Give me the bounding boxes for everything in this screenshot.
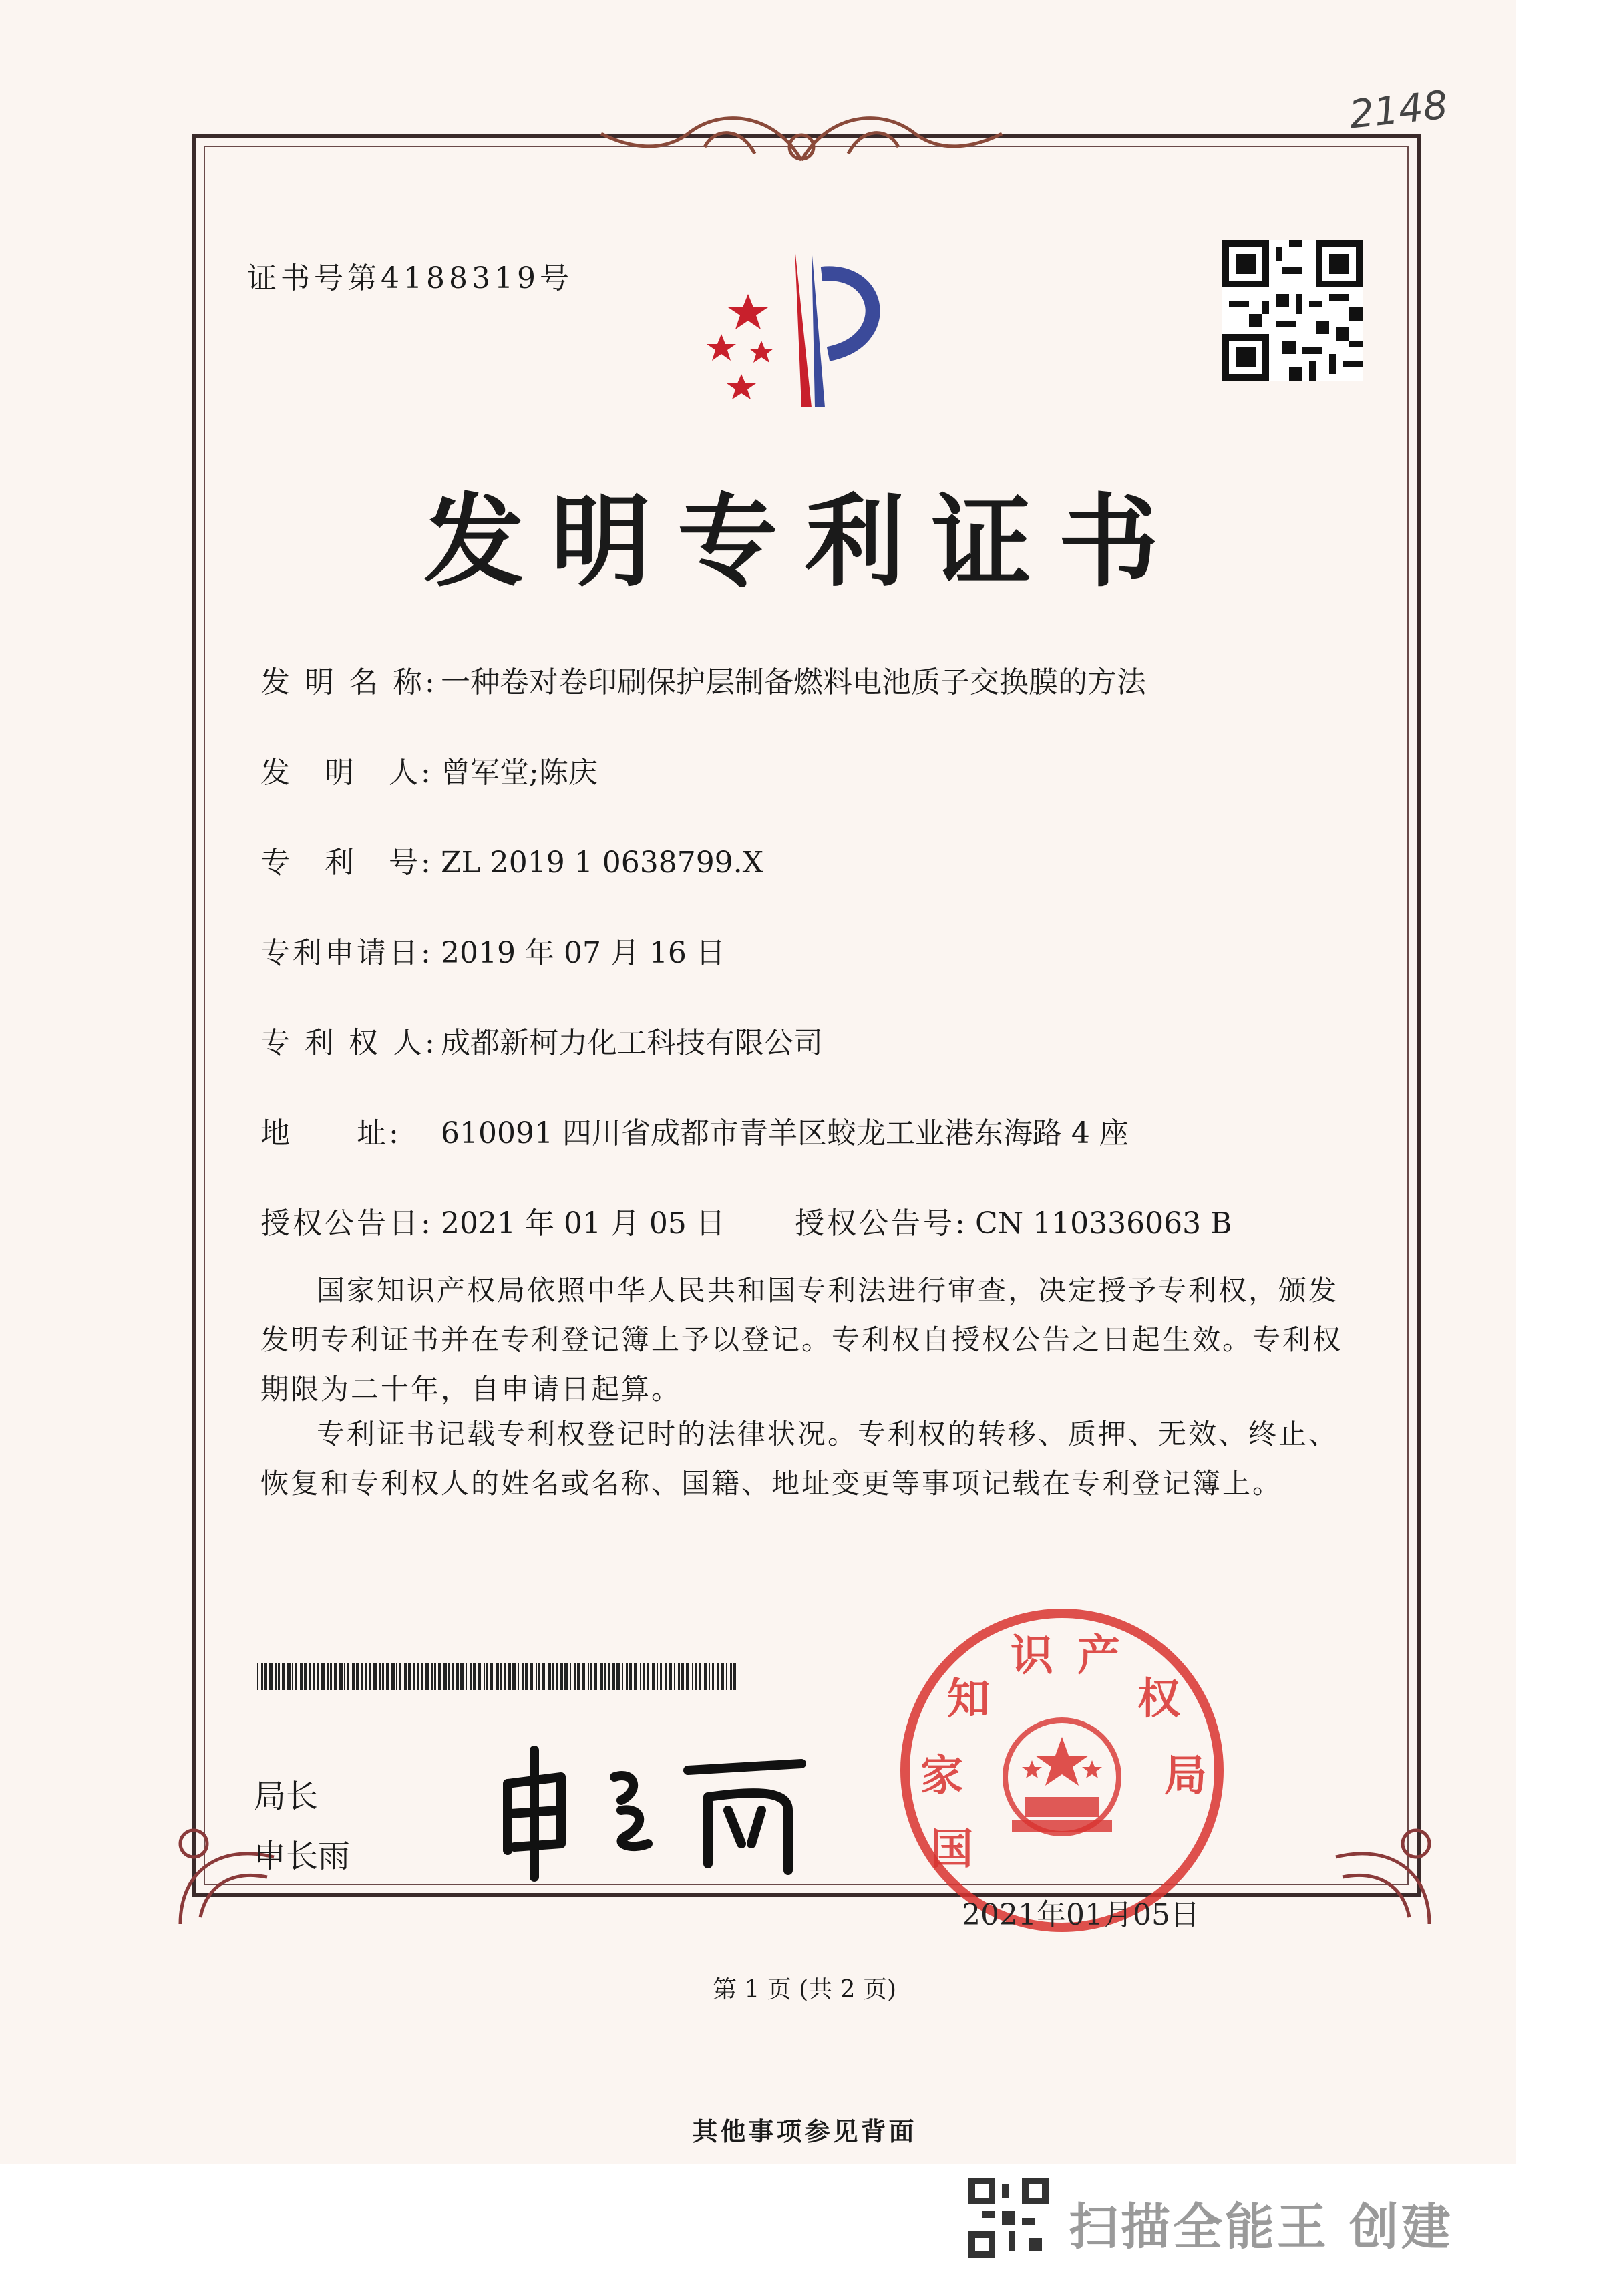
- field-value: CN 110336063 B: [975, 1206, 1232, 1241]
- field-label: 授权公告日:: [260, 1206, 433, 1241]
- field-application-date: [260, 929, 725, 971]
- field-patent-number: [260, 838, 763, 881]
- field-inventors: [260, 748, 598, 791]
- svg-text:知: 知: [947, 1675, 990, 1724]
- certificate-number: 证书号第4188319号: [247, 261, 573, 295]
- statement-paragraph-1: 国家知识产权局依照中华人民共和国专利法进行审查，决定授予专利权，颁发发明专利证书并在专利登记簿上予以登记。专利权自授权公告之日起生效。专利权期限为二十年，自申请日起算。: [260, 1274, 1343, 1406]
- back-note: 其他事项参见背面: [692, 2116, 917, 2146]
- field-value: 一种卷对卷印刷保护层制备燃料电池质子交换膜的方法: [441, 665, 1146, 699]
- field-value: 2021 年 01 月 05 日: [441, 1206, 725, 1241]
- field-label: 专利申请日:: [260, 936, 433, 970]
- field-value: 610091 四川省成都市青羊区蛟龙工业港东海路 4 座: [441, 1116, 1129, 1150]
- scanner-watermark-brand: 扫描全能王 创建: [1069, 2198, 1453, 2256]
- field-value: ZL 2019 1 0638799.X: [441, 846, 763, 880]
- field-label: 授权公告号:: [795, 1206, 968, 1241]
- certificate-title: 发明专利证书: [423, 483, 1186, 601]
- director-title: 局长: [254, 1778, 319, 1815]
- field-label: 地 址:: [260, 1116, 401, 1150]
- seal-date: 2021年01月05日: [962, 1898, 1200, 1932]
- svg-text:局: 局: [1164, 1752, 1207, 1801]
- top-ornament: [588, 94, 1015, 180]
- field-invention-name: [260, 658, 1146, 701]
- field-label: 专 利 权 人:: [260, 1026, 437, 1060]
- field-value: 2019 年 07 月 16 日: [441, 936, 725, 970]
- field-grant-date: [260, 1199, 725, 1242]
- statement-paragraph-2: 专利证书记载专利权登记时的法律状况。专利权的转移、质押、无效、终止、恢复和专利权人的姓名或名称、国籍、地址变更等事项记载在专利登记簿上。: [260, 1418, 1339, 1500]
- scanner-watermark-qr: [968, 2178, 1049, 2258]
- svg-text:识: 识: [1011, 1631, 1053, 1681]
- barcode: [257, 1663, 738, 1690]
- svg-text:国: 国: [930, 1825, 973, 1874]
- field-grant-number: [795, 1199, 1232, 1242]
- handwritten-archive-number: 2148: [1347, 81, 1450, 138]
- field-label: 专 利 号:: [260, 846, 433, 880]
- svg-text:家: 家: [920, 1752, 963, 1801]
- field-patentee: [260, 1019, 823, 1061]
- svg-text:产: 产: [1077, 1631, 1120, 1681]
- page-indicator: 第 1 页 (共 2 页): [712, 1976, 897, 2003]
- director-name: 申长雨: [254, 1838, 351, 1875]
- svg-text:权: 权: [1137, 1675, 1180, 1724]
- director-signature: [488, 1737, 835, 1884]
- field-value: 成都新柯力化工科技有限公司: [441, 1026, 823, 1060]
- bottom-right-ornament: [1309, 1817, 1443, 1937]
- field-address: [260, 1109, 1129, 1152]
- field-label: 发 明 人:: [260, 756, 433, 790]
- verification-qr-code[interactable]: [1222, 240, 1363, 381]
- patent-office-emblem-icon: [695, 234, 908, 421]
- field-label: 发 明 名 称:: [260, 665, 437, 699]
- field-value: 曾军堂;陈庆: [441, 756, 598, 790]
